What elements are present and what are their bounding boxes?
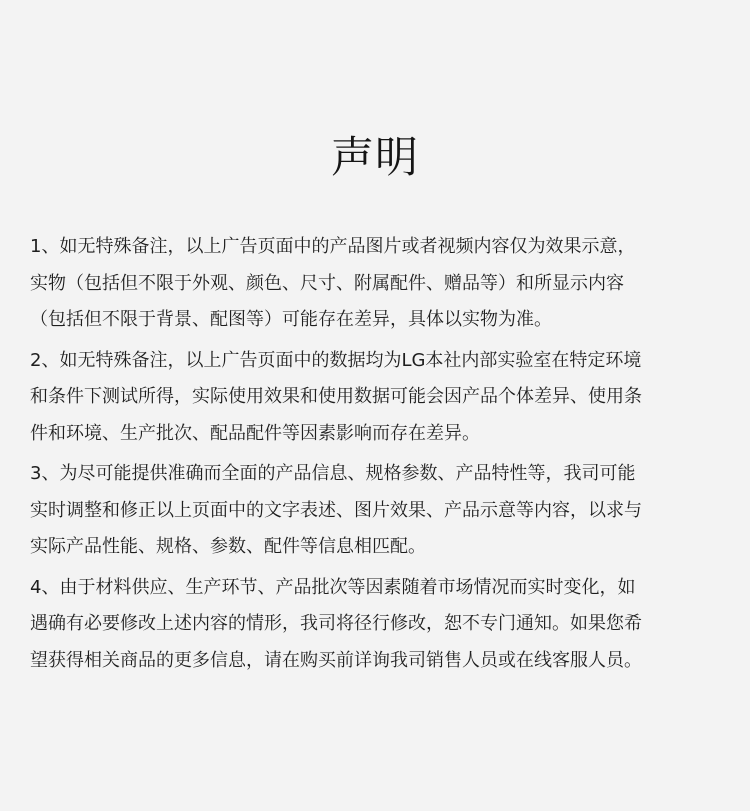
paragraph-line: 3、为尽可能提供准确而全面的产品信息、规格参数、产品特性等，我司可能 <box>30 463 636 484</box>
paragraph-line: 遇确有必要修改上述内容的情形，我司将径行修改，恕不专门通知。如果您希 <box>30 613 642 634</box>
disclaimer-paragraph-4 <box>30 570 724 680</box>
paragraph-line: （包括但不限于背景、配图等）可能存在差异，具体以实物为准。 <box>30 309 552 330</box>
paragraph-line: 4、由于材料供应、生产环节、产品批次等因素随着市场情况而实时变化，如 <box>30 576 636 598</box>
page-title: 声明 <box>331 133 419 183</box>
paragraph-line: 望获得相关商品的更多信息，请在购买前详询我司销售人员或在线客服人员。 <box>30 649 642 671</box>
paragraph-line: 实际产品性能、规格、参数、配件等信息相匹配。 <box>30 536 426 557</box>
disclaimer-paragraph-2 <box>30 343 724 453</box>
paragraph-line: 实时调整和修正以上页面中的文字表述、图片效果、产品示意等内容，以求与 <box>30 499 642 521</box>
paragraph-line: 1、如无特殊备注，以上广告页面中的产品图片或者视频内容仅为效果示意， <box>30 236 636 257</box>
disclaimer-paragraph-1 <box>30 229 724 339</box>
paragraph-line: 2、如无特殊备注，以上广告页面中的数据均为LG本社内部实验室在特定环境 <box>30 349 642 371</box>
paragraph-line: 件和环境、生产批次、配品配件等因素影响而存在差异。 <box>30 422 480 444</box>
paragraph-line: 和条件下测试所得，实际使用效果和使用数据可能会因产品个体差异、使用条 <box>30 386 642 407</box>
paragraph-line: 实物（包括但不限于外观、颜色、尺寸、附属配件、赠品等）和所显示内容 <box>30 272 624 294</box>
disclaimer-body <box>30 229 724 683</box>
disclaimer-paragraph-3 <box>30 456 724 566</box>
